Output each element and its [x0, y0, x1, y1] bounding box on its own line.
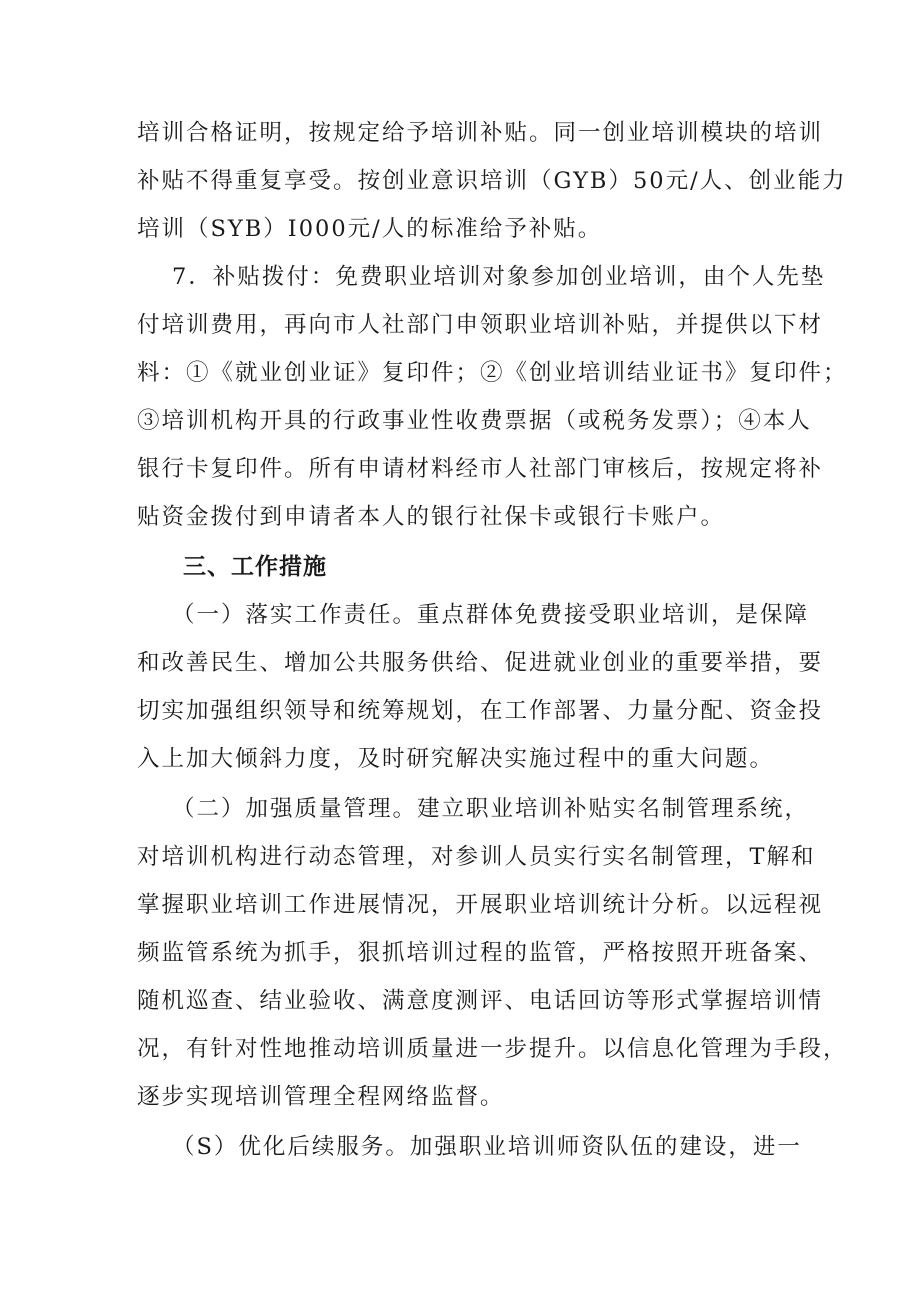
section-heading: 三、工作措施	[183, 554, 327, 580]
paragraph-line: 况，有针对性地推动培训质量进一步提升。以信息化管理为手段，	[137, 1036, 848, 1062]
paragraph-line: 和改善民生、增加公共服务供给、促进就业创业的重要举措，要	[137, 650, 824, 676]
paragraph-line: 贴资金拨付到申请者本人的银行社保卡或银行卡账户。	[137, 504, 726, 530]
paragraph-line: 入上加大倾斜力度，及时研究解决实施过程中的重大问题。	[137, 746, 775, 772]
paragraph-line: 料：①《就业创业证》复印件；②《创业培训结业证书》复印件；	[137, 360, 848, 386]
paragraph-line: （S）优化后续服务。加强职业培训师资队伍的建设，进一	[172, 1134, 802, 1160]
paragraph-line: 掌握职业培训工作进展情况，开展职业培训统计分析。以远程视	[137, 892, 824, 918]
paragraph-line: 切实加强组织领导和统筹规划，在工作部署、力量分配、资金投	[137, 698, 824, 724]
paragraph-line: 银行卡复印件。所有申请材料经市人社部门审核后，按规定将补	[137, 456, 824, 482]
paragraph-line: 付培训费用，再向市人社部门申领职业培训补贴，并提供以下材	[137, 312, 824, 338]
paragraph-line: 补贴不得重复享受。按创业意识培训（GYB）50元/人、创业能力	[137, 168, 847, 194]
paragraph-line: 频监管系统为抓手，狠抓培训过程的监管，严格按照开班备案、	[137, 940, 824, 966]
paragraph-line: （二）加强质量管理。建立职业培训补贴实名制管理系统，	[172, 796, 810, 822]
paragraph-line: 培训合格证明，按规定给予培训补贴。同一创业培训模块的培训	[137, 120, 824, 146]
paragraph-line: 随机巡查、结业验收、满意度测评、电话回访等形式掌握培训情	[137, 988, 824, 1014]
paragraph-line: 培训（SYB）I000元/人的标准给予补贴。	[137, 216, 603, 242]
paragraph-line: 逐步实现培训管理全程网络监督。	[137, 1084, 505, 1110]
paragraph-line: ③培训机构开具的行政事业性收费票据（或税务发票）；④本人	[137, 408, 812, 434]
paragraph-line: （一）落实工作责任。重点群体免费接受职业培训，是保障	[172, 602, 810, 628]
paragraph-line: 对培训机构进行动态管理，对参训人员实行实名制管理，T解和	[137, 844, 816, 870]
paragraph-line: 7．补贴拨付：免费职业培训对象参加创业培训，由个人先垫	[172, 264, 826, 290]
